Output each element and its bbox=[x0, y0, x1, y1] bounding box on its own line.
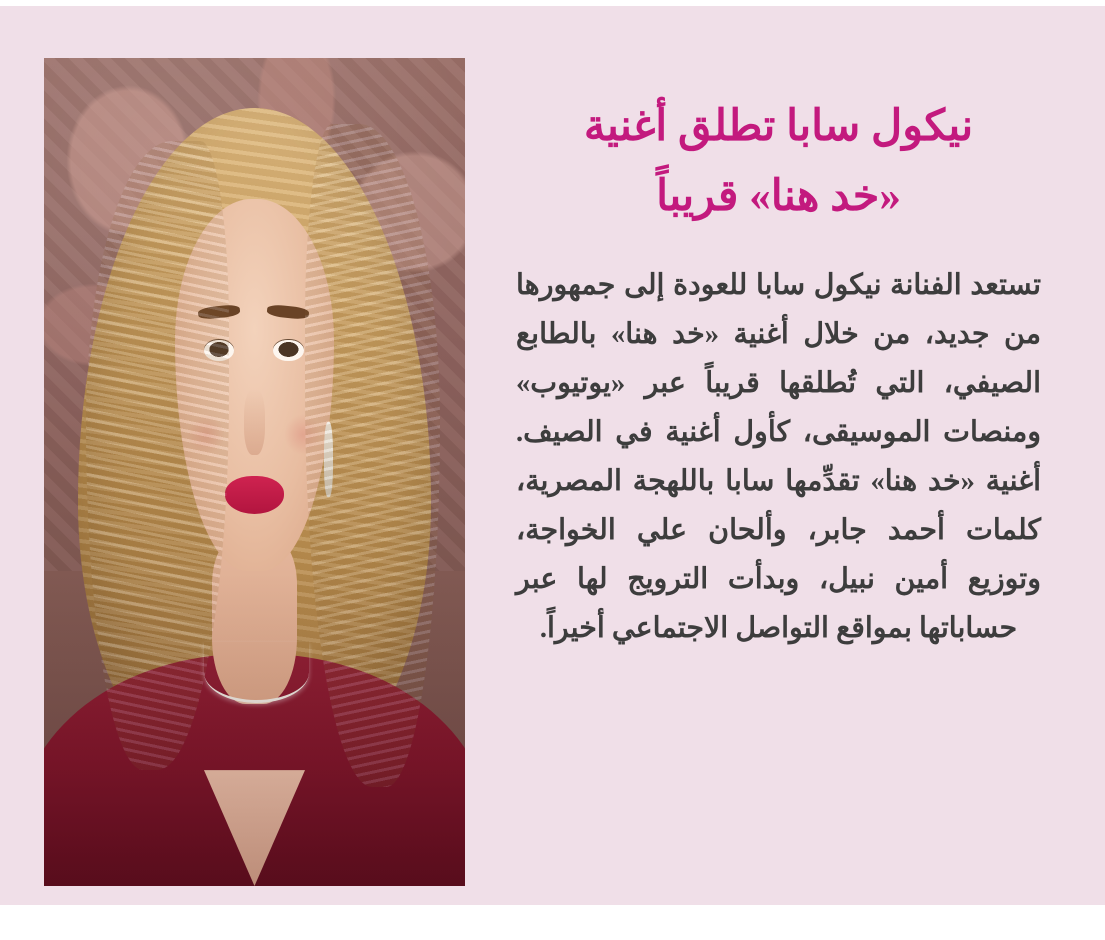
photo-vignette bbox=[44, 58, 465, 886]
bottom-margin bbox=[0, 905, 1105, 940]
headline-line-1: نيكول سابا تطلق أغنية bbox=[583, 103, 974, 150]
top-margin bbox=[0, 0, 1105, 6]
headline-line-2: «خد هنا» قريباً bbox=[656, 172, 901, 220]
page-title bbox=[506, 92, 1051, 231]
photo-canvas bbox=[44, 58, 465, 886]
artist-photo bbox=[44, 58, 465, 886]
article-body: تستعد الفنانة نيكول سابا للعودة إلى جمهورها من جديد، من خلال أغنية «خد هنا» بالطابع الصيفي، التي تُطلقها قريباً عبر «يوتيوب» ومنصات الموسيقى، كأول أغنية في الصيف. أغنية «خد هنا» تقدِّمها سابا باللهجة المصرية، كلمات أحمد جابر، وألحان علي الخواجة، وتوزيع أمين نبيل، وبدأت الترويج لها عبر حساباتها بمواقع التواصل الاجتماعي أخيراً. bbox=[516, 270, 1041, 645]
article-text-column bbox=[506, 92, 1051, 653]
